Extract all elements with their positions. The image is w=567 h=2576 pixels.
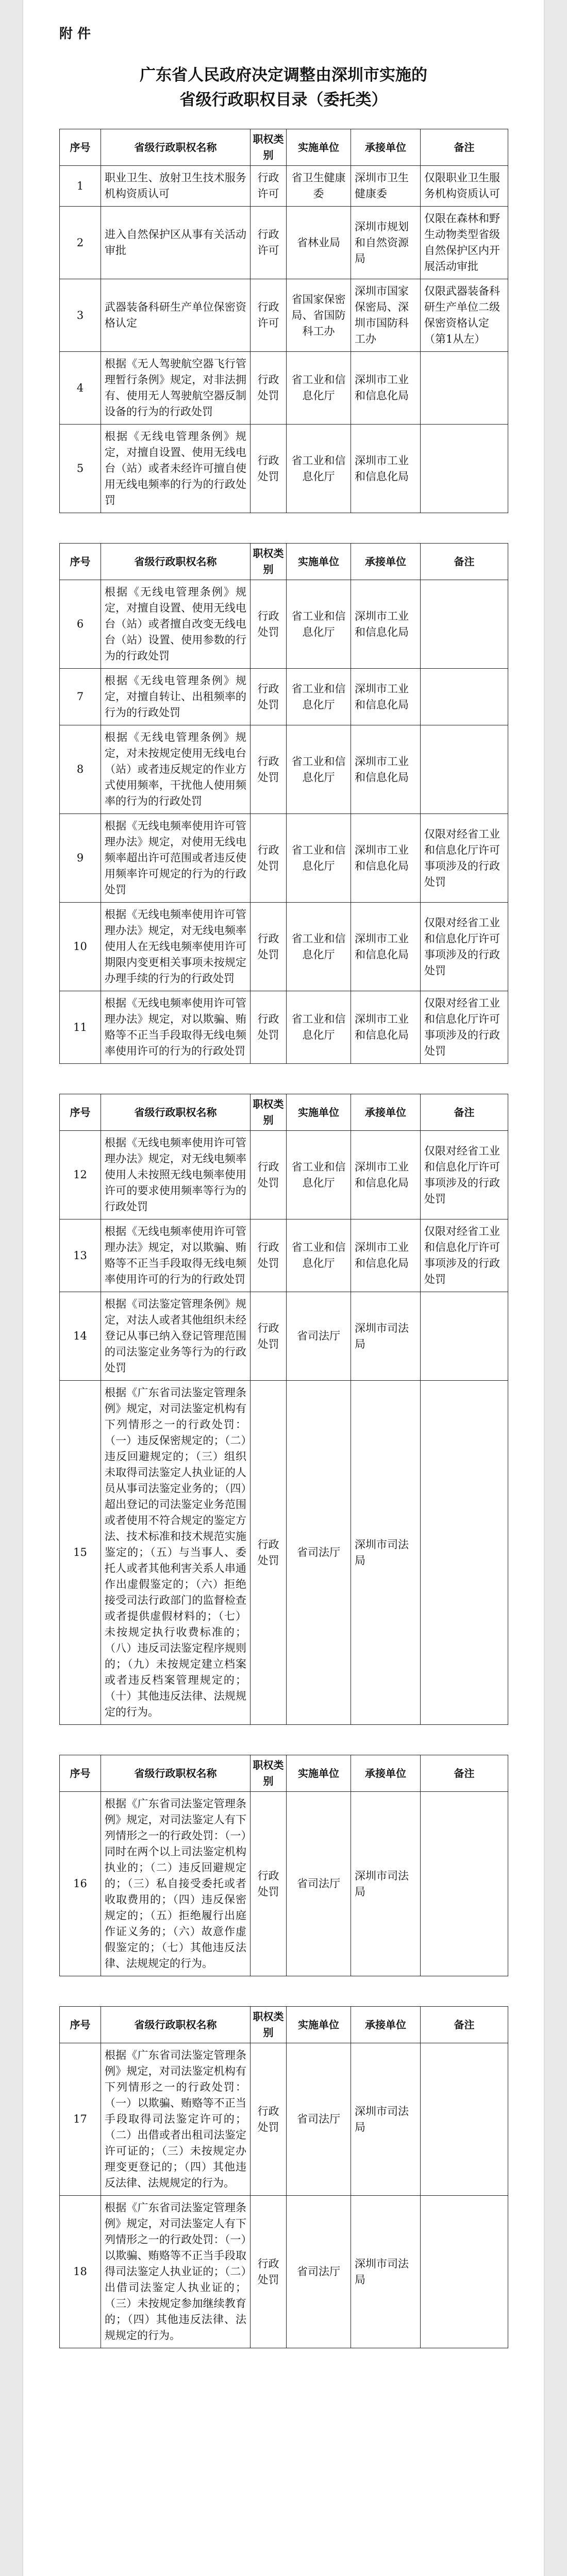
cell-dept: 省工业和信息化厅 [287,352,351,425]
table-row [60,1131,508,1219]
table-header-row [60,1094,508,1131]
cell-kind: 行政处罚 [251,669,287,725]
cell-unit: 深圳市工业和信息化局 [351,352,421,425]
cell-no: 17 [60,2043,101,2196]
header-kind: 职权类别 [251,129,287,166]
cell-kind: 行政处罚 [251,1131,287,1219]
cell-kind: 行政处罚 [251,425,287,513]
cell-dept: 省国家保密局、省国防科工办 [287,279,351,352]
cell-unit: 深圳市工业和信息化局 [351,814,421,903]
cell-unit: 深圳市工业和信息化局 [351,669,421,725]
header-unit: 承接单位 [351,544,421,580]
cell-item: 根据《无线电管理条例》规定，对擅自转让、出租频率的行为的行政处罚 [101,669,251,725]
cell-kind: 行政处罚 [251,1219,287,1292]
cell-item: 根据《无人驾驶航空器飞行管理暂行条例》规定，对非法拥有、使用无人驾驶航空器反制设备的行为的行政处罚 [101,352,251,425]
cell-dept: 省司法厅 [287,1292,351,1381]
cell-no: 4 [60,352,101,425]
header-dept: 实施单位 [287,2007,351,2043]
cell-kind: 行政处罚 [251,725,287,814]
cell-note [421,425,508,513]
cell-kind: 行政处罚 [251,903,287,991]
header-dept: 实施单位 [287,129,351,166]
table-row [60,207,508,279]
cell-dept: 省工业和信息化厅 [287,991,351,1064]
cell-no: 18 [60,2196,101,2348]
header-dept: 实施单位 [287,544,351,580]
cell-unit: 深圳市司法局 [351,1381,421,1725]
cell-no: 2 [60,207,101,279]
cell-note: 仅限对经省工业和信息化厅许可事项涉及的行政处罚 [421,991,508,1064]
cell-note: 仅限武器装备科研生产单位二级保密资格认定（第1从左） [421,279,508,352]
header-item: 省级行政职权名称 [101,1094,251,1131]
cell-kind: 行政许可 [251,279,287,352]
cell-note [421,2196,508,2348]
cell-dept: 省林业局 [287,207,351,279]
cell-dept: 省工业和信息化厅 [287,1219,351,1292]
cell-unit: 深圳市工业和信息化局 [351,425,421,513]
table-row [60,166,508,207]
cell-unit: 深圳市国家保密局、深圳市国防科工办 [351,279,421,352]
cell-note: 仅限对经省工业和信息化厅许可事项涉及的行政处罚 [421,1131,508,1219]
cell-no: 14 [60,1292,101,1381]
header-kind: 职权类别 [251,1755,287,1792]
cell-no: 12 [60,1131,101,1219]
cell-item: 根据《无线电频率使用许可管理办法》规定，对使用无线电频率超出许可范围或者违反使用频率许可规定的行为的行政处罚 [101,814,251,903]
cell-no: 9 [60,814,101,903]
cell-dept: 省司法厅 [287,2196,351,2348]
header-note: 备注 [421,1755,508,1792]
table-row [60,2043,508,2196]
table-header-row [60,129,508,166]
cell-dept: 省工业和信息化厅 [287,580,351,669]
cell-no: 3 [60,279,101,352]
header-no: 序号 [60,544,101,580]
cell-kind: 行政处罚 [251,991,287,1064]
header-unit: 承接单位 [351,2007,421,2043]
table-row [60,725,508,814]
catalog-table [59,1094,508,1725]
cell-kind: 行政处罚 [251,1792,287,1976]
annex-label: 附 件 [59,26,91,42]
header-kind: 职权类别 [251,544,287,580]
cell-item: 根据《无线电频率使用许可管理办法》规定，对以欺骗、贿赂等不正当手段取得无线电频率使用许可的行为的行政处罚 [101,991,251,1064]
cell-unit: 深圳市工业和信息化局 [351,580,421,669]
cell-item: 根据《广东省司法鉴定管理条例》规定，对司法鉴定机构有下列情形之一的行政处罚：（一）违反保密规定的；（二）违反回避规定的；（三）组织未取得司法鉴定人执业证的人员从事司法鉴定业务的；（四）超出登记的司法鉴定业务范围或者使用不符合规定的鉴定方法、技术标准和技术规范实施鉴定的；（五）与当事人、委托人或者其他利害关系人串通作出虚假鉴定的；（六）拒绝接受司法行政部门的监督检查或者提供虚假材料的；（七）未按规定执行收费标准的；（八）违反司法鉴定程序规则的；（九）未按规定建立档案或者违反档案管理规定的；（十）其他违反法律、法规规定的行为。 [101,1381,251,1725]
header-item: 省级行政职权名称 [101,544,251,580]
cell-item: 根据《广东省司法鉴定管理条例》规定，对司法鉴定机构有下列情形之一的行政处罚：（一）以欺骗、贿赂等不正当手段取得司法鉴定许可的；（二）出借或者出租司法鉴定许可证的；（三）未按规定办理变更登记的；（四）其他违反法律、法规规定的行为。 [101,2043,251,2196]
table-row [60,425,508,513]
table-row [60,1219,508,1292]
cell-item: 根据《司法鉴定管理条例》规定，对法人或者其他组织未经登记从事已纳入登记管理范围的司法鉴定业务等行为的行政处罚 [101,1292,251,1381]
cell-kind: 行政许可 [251,166,287,207]
table-row [60,1792,508,1976]
catalog-table-block [59,1755,508,1976]
cell-item: 根据《无线电频率使用许可管理办法》规定，对无线电频率使用人未按照无线电频率使用许可的要求使用频率等行为的行政处罚 [101,1131,251,1219]
table-header-row [60,2007,508,2043]
cell-dept: 省司法厅 [287,1792,351,1976]
cell-note [421,725,508,814]
catalog-table [59,2006,508,2348]
document-page-1 [23,0,544,2576]
cell-no: 11 [60,991,101,1064]
cell-unit: 深圳市司法局 [351,1292,421,1381]
table-header-row [60,544,508,580]
header-unit: 承接单位 [351,129,421,166]
cell-dept: 省司法厅 [287,1381,351,1725]
catalog-table [59,543,508,1064]
table-row [60,580,508,669]
header-no: 序号 [60,2007,101,2043]
cell-no: 7 [60,669,101,725]
header-no: 序号 [60,129,101,166]
catalog-table-block [59,1094,508,1725]
cell-kind: 行政处罚 [251,352,287,425]
cell-unit: 深圳市工业和信息化局 [351,991,421,1064]
table-row [60,1381,508,1725]
cell-item: 根据《无线电频率使用许可管理办法》规定，对无线电频率使用人在无线电频率使用许可期限内变更相关事项未按规定办理手续的行为的行政处罚 [101,903,251,991]
cell-no: 10 [60,903,101,991]
header-kind: 职权类别 [251,2007,287,2043]
cell-dept: 省卫生健康委 [287,166,351,207]
cell-unit: 深圳市规划和自然资源局 [351,207,421,279]
cell-note [421,1292,508,1381]
cell-note: 仅限职业卫生服务机构资质认可 [421,166,508,207]
header-no: 序号 [60,1755,101,1792]
header-dept: 实施单位 [287,1755,351,1792]
cell-no: 13 [60,1219,101,1292]
cell-note [421,580,508,669]
document-title-line-2: 省级行政职权目录（委托类） [179,91,388,109]
cell-note [421,352,508,425]
table-row [60,991,508,1064]
header-note: 备注 [421,129,508,166]
table-row [60,2196,508,2348]
header-kind: 职权类别 [251,1094,287,1131]
cell-unit: 深圳市工业和信息化局 [351,903,421,991]
cell-no: 5 [60,425,101,513]
cell-note [421,669,508,725]
header-note: 备注 [421,2007,508,2043]
header-unit: 承接单位 [351,1755,421,1792]
cell-no: 16 [60,1792,101,1976]
cell-note: 仅限对经省工业和信息化厅许可事项涉及的行政处罚 [421,1219,508,1292]
cell-item: 进入自然保护区从事有关活动审批 [101,207,251,279]
header-item: 省级行政职权名称 [101,2007,251,2043]
cell-item: 根据《无线电管理条例》规定，对擅自设置、使用无线电台（站）或者擅自改变无线电台（站）设置、使用参数的行为的行政处罚 [101,580,251,669]
header-item: 省级行政职权名称 [101,129,251,166]
header-no: 序号 [60,1094,101,1131]
cell-kind: 行政处罚 [251,1381,287,1725]
cell-dept: 省工业和信息化厅 [287,669,351,725]
table-row [60,352,508,425]
cell-kind: 行政处罚 [251,2196,287,2348]
cell-item: 根据《广东省司法鉴定管理条例》规定，对司法鉴定人有下列情形之一的行政处罚：（一）以欺骗、贿赂等不正当手段取得司法鉴定人执业证的；（二）出借司法鉴定人执业证的；（三）未按规定参加继续教育的；（四）其他违反法律、法规规定的行为。 [101,2196,251,2348]
cell-item: 根据《无线电频率使用许可管理办法》规定，对以欺骗、贿赂等不正当手段取得无线电频率使用许可的行为的行政处罚 [101,1219,251,1292]
cell-dept: 省工业和信息化厅 [287,814,351,903]
cell-note [421,1792,508,1976]
cell-item: 根据《无线电管理条例》规定，对未按规定使用无线电台（站）或者违反规定的作业方式使用频率，干扰他人使用频率的行为的行政处罚 [101,725,251,814]
cell-note [421,2043,508,2196]
cell-kind: 行政处罚 [251,1292,287,1381]
cell-dept: 省司法厅 [287,2043,351,2196]
cell-kind: 行政处罚 [251,2043,287,2196]
cell-kind: 行政处罚 [251,814,287,903]
cell-unit: 深圳市工业和信息化局 [351,1131,421,1219]
header-note: 备注 [421,1094,508,1131]
cell-unit: 深圳市卫生健康委 [351,166,421,207]
cell-no: 1 [60,166,101,207]
table-row [60,903,508,991]
catalog-table [59,1755,508,1976]
cell-note: 仅限对经省工业和信息化厅许可事项涉及的行政处罚 [421,814,508,903]
cell-unit: 深圳市工业和信息化局 [351,1219,421,1292]
header-note: 备注 [421,544,508,580]
cell-unit: 深圳市工业和信息化局 [351,725,421,814]
cell-item: 根据《广东省司法鉴定管理条例》规定，对司法鉴定人有下列情形之一的行政处罚：（一）同时在两个以上司法鉴定机构执业的；（二）违反回避规定的；（三）私自接受委托或者收取费用的；（四）违反保密规定的；（五）拒绝履行出庭作证义务的；（六）故意作虚假鉴定的；（七）其他违反法律、法规规定的行为。 [101,1792,251,1976]
catalog-table-block [59,129,508,513]
table-row [60,814,508,903]
cell-kind: 行政许可 [251,207,287,279]
cell-no: 6 [60,580,101,669]
cell-item: 根据《无线电管理条例》规定，对擅自设置、使用无线电台（站）或者未经许可擅自使用无线电频率的行为的行政处罚 [101,425,251,513]
table-row [60,669,508,725]
cell-dept: 省工业和信息化厅 [287,1131,351,1219]
catalog-table [59,129,508,513]
cell-unit: 深圳市司法局 [351,1792,421,1976]
cell-note [421,1381,508,1725]
table-row [60,279,508,352]
cell-unit: 深圳市司法局 [351,2043,421,2196]
cell-item: 职业卫生、放射卫生技术服务机构资质认可 [101,166,251,207]
header-item: 省级行政职权名称 [101,1755,251,1792]
catalog-table-block [59,543,508,1064]
cell-note: 仅限对经省工业和信息化厅许可事项涉及的行政处罚 [421,903,508,991]
catalog-table-block [59,2006,508,2348]
cell-dept: 省工业和信息化厅 [287,903,351,991]
header-dept: 实施单位 [287,1094,351,1131]
cell-no: 15 [60,1381,101,1725]
cell-dept: 省工业和信息化厅 [287,425,351,513]
table-header-row [60,1755,508,1792]
cell-item: 武器装备科研生产单位保密资格认定 [101,279,251,352]
cell-note: 仅限在森林和野生动物类型省级自然保护区内开展活动审批 [421,207,508,279]
table-row [60,1292,508,1381]
cell-kind: 行政处罚 [251,580,287,669]
document-title-line-1: 广东省人民政府决定调整由深圳市实施的 [140,66,427,84]
header-unit: 承接单位 [351,1094,421,1131]
document-title [59,63,508,112]
cell-no: 8 [60,725,101,814]
cell-dept: 省工业和信息化厅 [287,725,351,814]
cell-unit: 深圳市司法局 [351,2196,421,2348]
